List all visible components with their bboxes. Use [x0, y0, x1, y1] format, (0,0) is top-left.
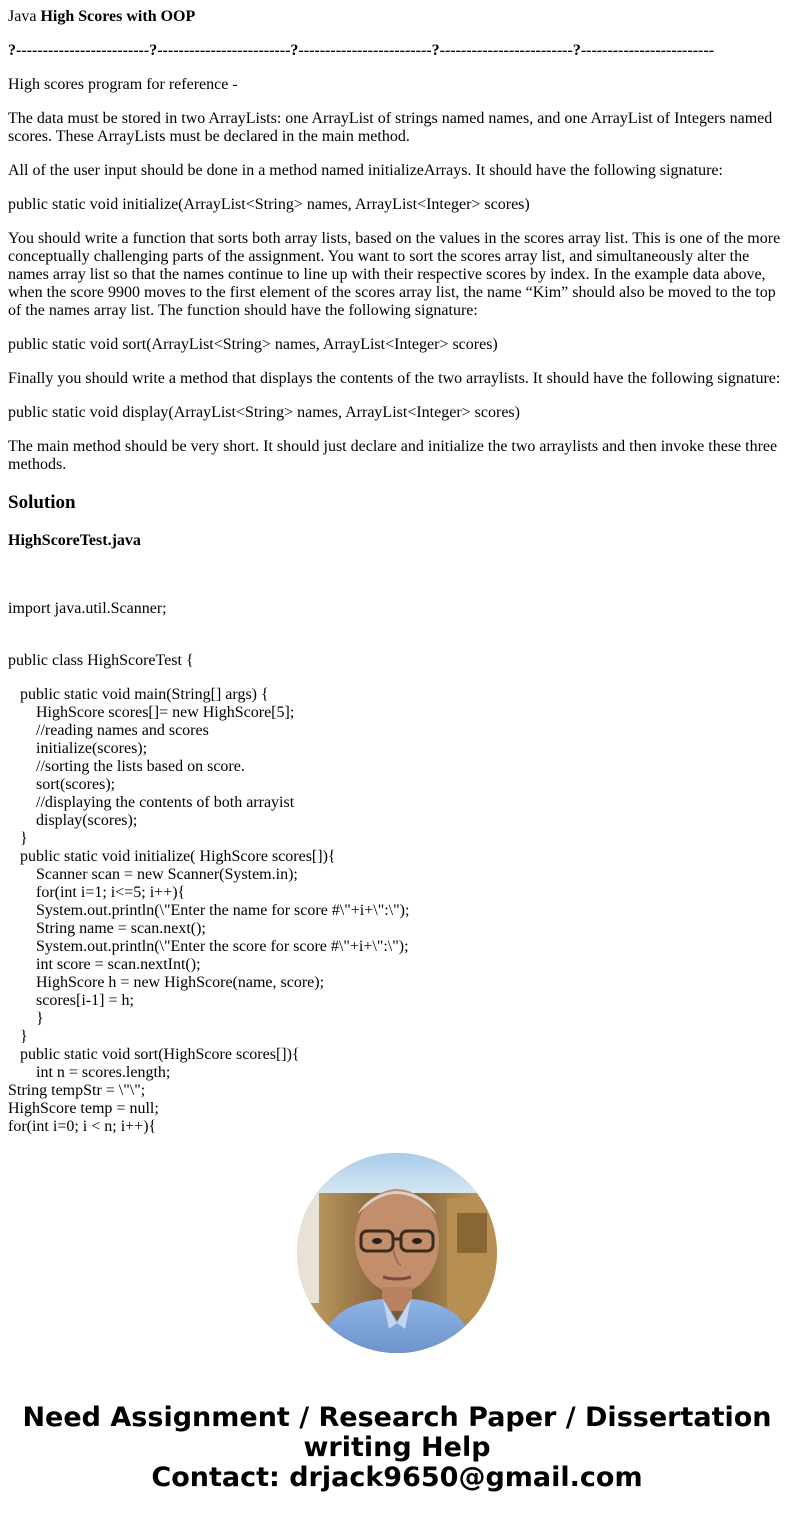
- question-paragraph-7: Finally you should write a method that displays the contents of the two arraylists. It should have the following signature:: [8, 370, 781, 387]
- code-line: sort(scores);: [8, 776, 116, 793]
- footer-line-2: writing Help: [303, 1432, 491, 1463]
- code-line: for(int i=0; i < n; i++){: [8, 1118, 157, 1135]
- code-line: scores[i-1] = h;: [8, 992, 134, 1009]
- author-avatar: [297, 1153, 497, 1353]
- title-prefix: Java: [8, 8, 37, 25]
- code-line: initialize(scores);: [8, 740, 148, 757]
- question-paragraph-9: The main method should be very short. It should just declare and initialize the two arraylists and then invoke these three methods.: [8, 438, 778, 473]
- sort-signature: public static void sort(ArrayList<String> names, ArrayList<Integer> scores): [8, 336, 498, 353]
- code-line: System.out.println(\"Enter the name for score #\"+i+\":\");: [8, 902, 410, 919]
- code-line: }: [8, 1010, 44, 1027]
- solution-filename: HighScoreTest.java: [8, 532, 141, 549]
- code-line: //displaying the contents of both arrayist: [8, 794, 295, 811]
- solution-heading: Solution: [8, 492, 76, 513]
- code-line: //reading names and scores: [8, 722, 209, 739]
- question-paragraph-3: All of the user input should be done in a method named initializeArrays. It should have the following signature:: [8, 162, 723, 179]
- code-line: Scanner scan = new Scanner(System.in);: [8, 866, 298, 883]
- code-import-line: import java.util.Scanner;: [8, 600, 167, 617]
- code-spacer: [8, 618, 784, 652]
- code-line: public static void sort(HighScore scores[]){: [8, 1046, 300, 1063]
- contact-footer: [0, 1403, 794, 1493]
- footer-contact-line: Contact: drjack9650@gmail.com: [151, 1462, 643, 1493]
- code-line: }: [8, 1028, 28, 1045]
- code-line: String name = scan.next();: [8, 920, 206, 937]
- code-line: HighScore scores[]= new HighScore[5];: [8, 704, 295, 721]
- display-signature: public static void display(ArrayList<String> names, ArrayList<Integer> scores): [8, 404, 520, 421]
- code-spacer: [8, 670, 784, 686]
- code-line: int n = scores.length;: [8, 1064, 171, 1081]
- page-title: [8, 8, 784, 26]
- code-body: [8, 686, 784, 1136]
- code-line: }: [8, 830, 28, 847]
- code-class-line: public class HighScoreTest {: [8, 652, 194, 669]
- title-strong: High Scores with OOP: [40, 8, 196, 25]
- code-line: HighScore temp = null;: [8, 1100, 159, 1117]
- page-content: [8, 8, 784, 1136]
- code-spacer: [8, 566, 784, 600]
- code-line: display(scores);: [8, 812, 138, 829]
- code-line: int score = scan.nextInt();: [8, 956, 201, 973]
- footer-line-1: Need Assignment / Research Paper / Dissertation: [22, 1402, 772, 1433]
- question-paragraph-2: The data must be stored in two ArrayLists: one ArrayList of strings named names, and one ArrayList of Integers named scores. These ArrayLists must be declared in the main method.: [8, 110, 773, 145]
- question-paragraph-5: You should write a function that sorts both array lists, based on the values in the scores array list. This is one of the more conceptually challenging parts of the assignment. You want to sort the scores array list, and simultaneously alter the names array list so that the names continue to line up with their respective scores by index. In the example data above, when the score 9900 moves to the first element of the scores array list, the name “Kim” should also be moved to the top of the names array list. The function should have the following signature:: [8, 230, 781, 319]
- code-line: for(int i=1; i<=5; i++){: [8, 884, 186, 901]
- code-line: public static void main(String[] args) {: [8, 686, 269, 703]
- code-line: //sorting the lists based on score.: [8, 758, 245, 775]
- code-line: String tempStr = \"\";: [8, 1082, 146, 1099]
- question-paragraph-1: High scores program for reference -: [8, 76, 238, 93]
- initialize-signature: public static void initialize(ArrayList<String> names, ArrayList<Integer> scores): [8, 196, 530, 213]
- code-line: public static void initialize( HighScore scores[]){: [8, 848, 336, 865]
- code-line: System.out.println(\"Enter the score for score #\"+i+\":\");: [8, 938, 409, 955]
- author-photo: [297, 1153, 497, 1353]
- separator-line: ?-------------------------?-------------------------?-------------------------?-------------------------?-------------------------: [8, 42, 715, 59]
- code-line: HighScore h = new HighScore(name, score);: [8, 974, 325, 991]
